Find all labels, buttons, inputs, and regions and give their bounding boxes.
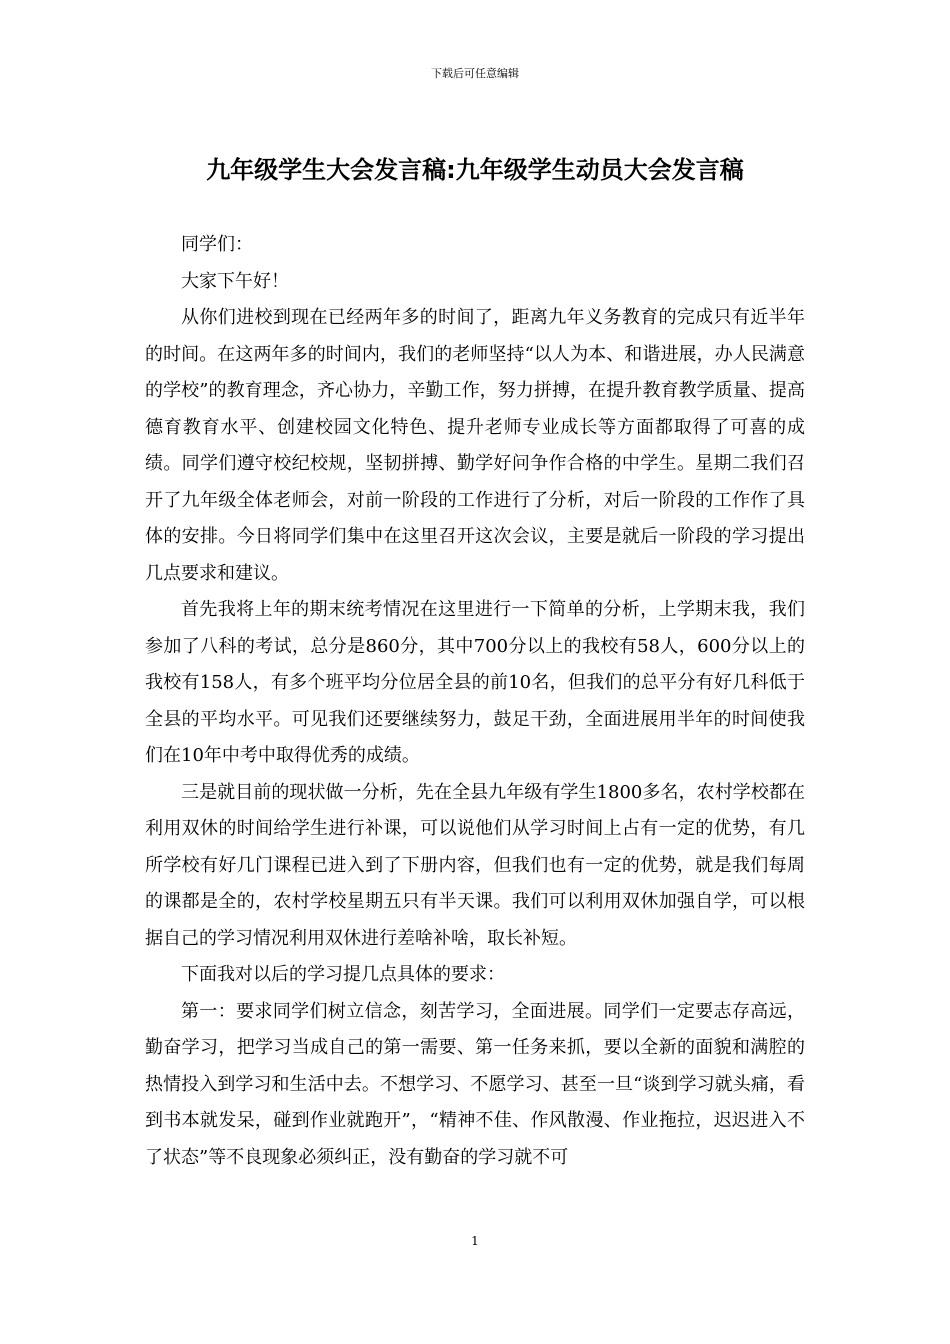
paragraph-salutation: 同学们： (181, 234, 253, 255)
paragraph-intro: 从你们进校到现在已经两年多的时间了，距离九年义务教育的完成只有近半年的时间。在这两年多的时间内，我们的老师坚持“以人为本、和谐进展，办人民满意的学校”的教育理念，齐心协力，辛勤工作，努力拼搏，在提升教育教学质量、提高德育教育水平、创建校园文化特色、提升老师专业成长等方面都取得了可喜的成绩。同学们遵守校纪校规，坚韧拼搏、勤学好问争作合格的中学生。星期二我们召开了九年级全体老师会，对前一阶段的工作进行了分析，对后一阶段的工作作了具体的安排。今日将同学们集中在这里召开这次会议，主要是就后一阶段的学习提出几点要求和建议。 (145, 307, 805, 584)
paragraph-exam-analysis: 首先我将上年的期末统考情况在这里进行一下简单的分析，上学期末我，我们参加了八科的考试，总分是860分，其中700分以上的我校有58人，600分以上的我校有158人，有多个班平均分位居全县的前10名，但我们的总平分有好几科低于全县的平均水平。可见我们还要继续努力，鼓足干劲，全面进展用半年的时间使我们在10年中考中取得优秀的成绩。 (145, 599, 805, 766)
page-number: 1 (471, 1234, 479, 1248)
document-body (145, 227, 805, 1176)
paragraph-greeting: 大家下午好！ (181, 270, 289, 292)
page-header: 下载后可任意编辑 (431, 67, 519, 80)
document-title: 九年级学生大会发言稿:九年级学生动员大会发言稿 (206, 156, 744, 184)
paragraph-current-situation: 三是就目前的现状做一分析，先在全县九年级有学生1800多名，农村学校都在利用双休的时间给学生进行补课，可以说他们从学习时间上占有一定的优势，有几所学校有好几门课程已进入到了下册内容，但我们也有一定的优势，就是我们每周的课都是全的，农村学校星期五只有半天课。我们可以利用双休加强自学，可以根据自己的学习情况利用双休进行差啥补啥，取长补短。 (145, 781, 805, 949)
paragraph-requirements-lead: 下面我对以后的学习提几点具体的要求： (181, 964, 505, 985)
paragraph-requirement-one: 第一：要求同学们树立信念，刻苦学习，全面进展。同学们一定要志存高远，勤奋学习，把学习当成自己的第一需要、第一任务来抓，要以全新的面貌和满腔的热情投入到学习和生活中去。不想学习、不愿学习、甚至一旦“谈到学习就头痛，看到书本就发呆，碰到作业就跑开”，“精神不佳、作风散漫、作业拖拉，迟迟进入不了状态”等不良现象必须纠正，没有勤奋的学习就不可 (145, 1000, 805, 1168)
